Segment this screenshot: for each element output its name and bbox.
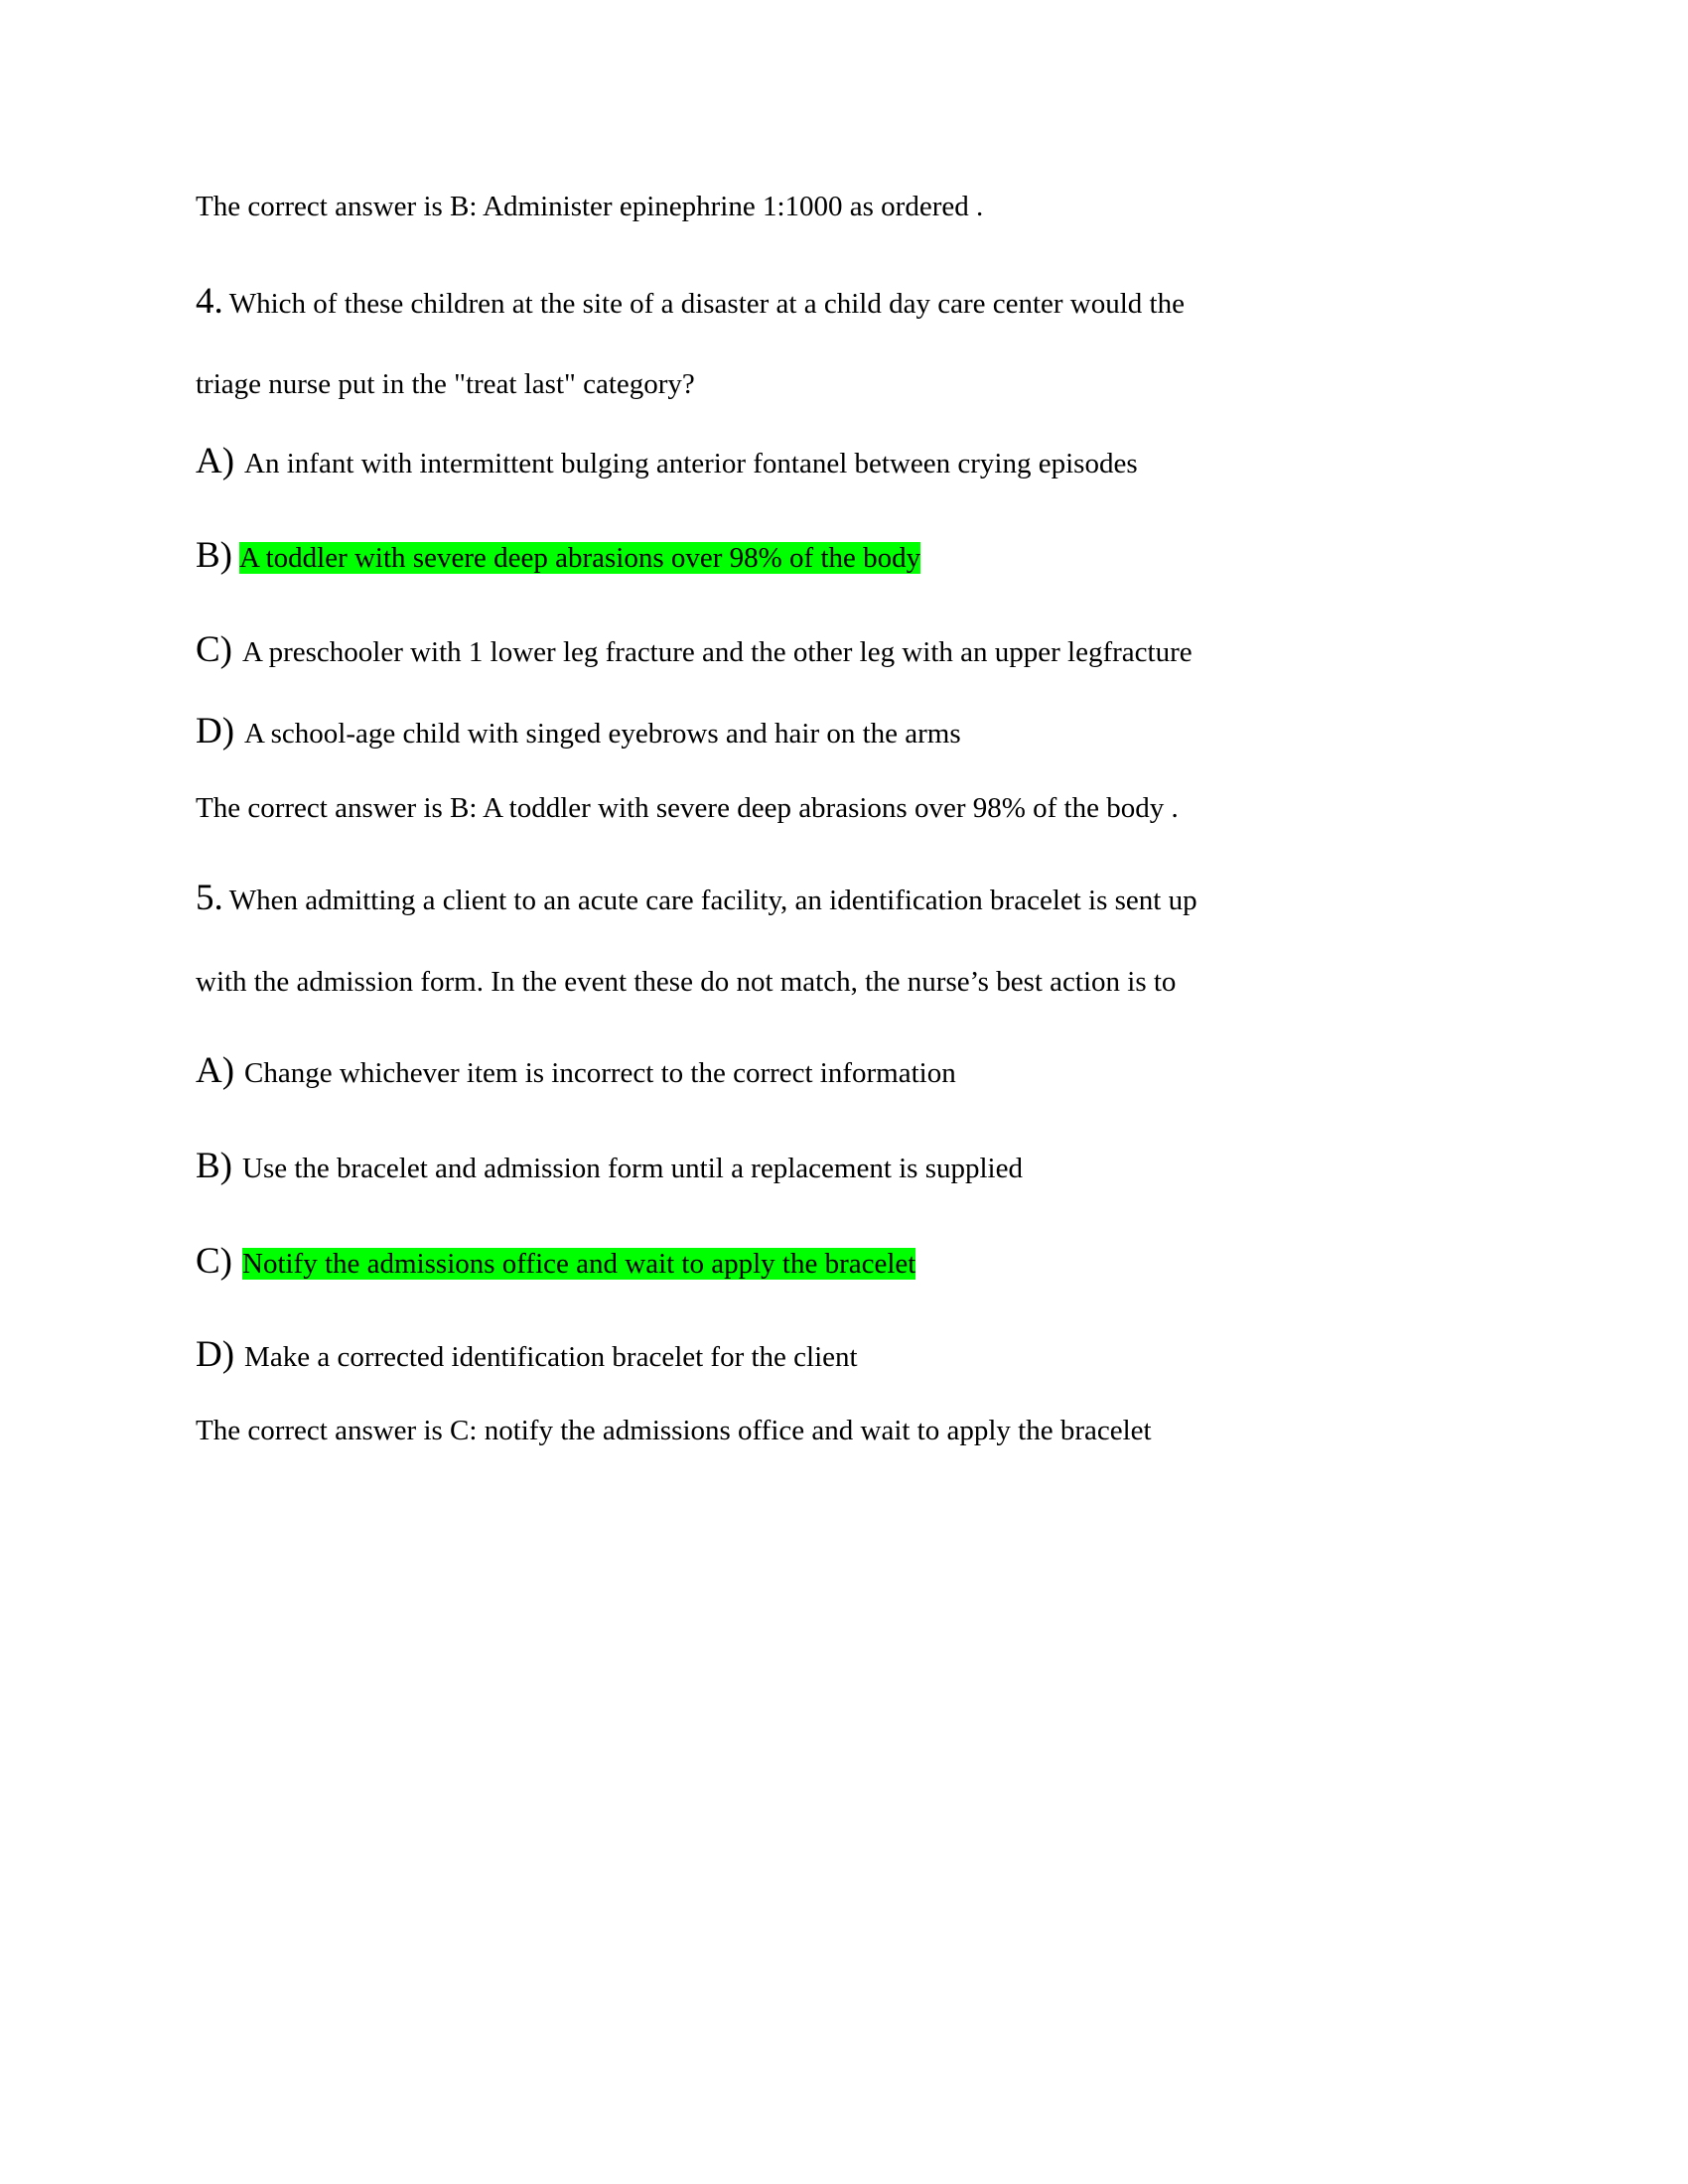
option-label: A)	[196, 1050, 235, 1091]
question-number: 5.	[196, 878, 223, 918]
question-text: When admitting a client to an acute care facility, an identification bracelet is sent up	[228, 885, 1197, 916]
option-text: Change whichever item is incorrect to the correct information	[244, 1057, 956, 1089]
highlighted-option-text: A toddler with severe deep abrasions over 98% of the body	[239, 542, 921, 574]
q4-option-c	[196, 628, 1193, 672]
option-label: C)	[196, 629, 232, 670]
option-label: C)	[196, 1241, 232, 1282]
question-4-line-2: triage nurse put in the "treat last" category?	[196, 368, 695, 400]
q4-option-a	[196, 440, 1138, 483]
q5-option-a	[196, 1049, 956, 1093]
option-label: D)	[196, 711, 235, 751]
question-text: Which of these children at the site of a disaster at a child day care center would the	[228, 288, 1185, 320]
highlighted-option-text: Notify the admissions office and wait to apply the bracelet	[242, 1248, 916, 1280]
option-label: B)	[196, 1146, 232, 1186]
option-text: A preschooler with 1 lower leg fracture and the other leg with an upper legfracture	[242, 636, 1193, 668]
q4-option-b	[196, 534, 920, 578]
option-label: A)	[196, 441, 235, 481]
option-text: Make a corrected identification bracelet for the client	[244, 1341, 858, 1373]
previous-answer: The correct answer is B: Administer epinephrine 1:1000 as ordered .	[196, 191, 984, 222]
q5-option-c	[196, 1240, 915, 1284]
option-text: A school-age child with singed eyebrows and hair on the arms	[244, 718, 961, 750]
question-5-line-1	[196, 877, 1197, 920]
question-4-line-1	[196, 280, 1185, 324]
option-label: D)	[196, 1334, 235, 1375]
q5-answer: The correct answer is C: notify the admissions office and wait to apply the bracelet	[196, 1415, 1152, 1446]
question-5-line-2: with the admission form. In the event these do not match, the nurse’s best action is to	[196, 966, 1177, 998]
q4-answer: The correct answer is B: A toddler with severe deep abrasions over 98% of the body .	[196, 792, 1179, 824]
question-number: 4.	[196, 281, 223, 322]
q5-option-b	[196, 1145, 1023, 1188]
option-text: Use the bracelet and admission form until a replacement is supplied	[242, 1153, 1023, 1184]
option-text: An infant with intermittent bulging anterior fontanel between crying episodes	[244, 448, 1138, 479]
q5-option-d	[196, 1333, 858, 1377]
option-label: B)	[196, 535, 232, 576]
q4-option-d	[196, 710, 961, 753]
